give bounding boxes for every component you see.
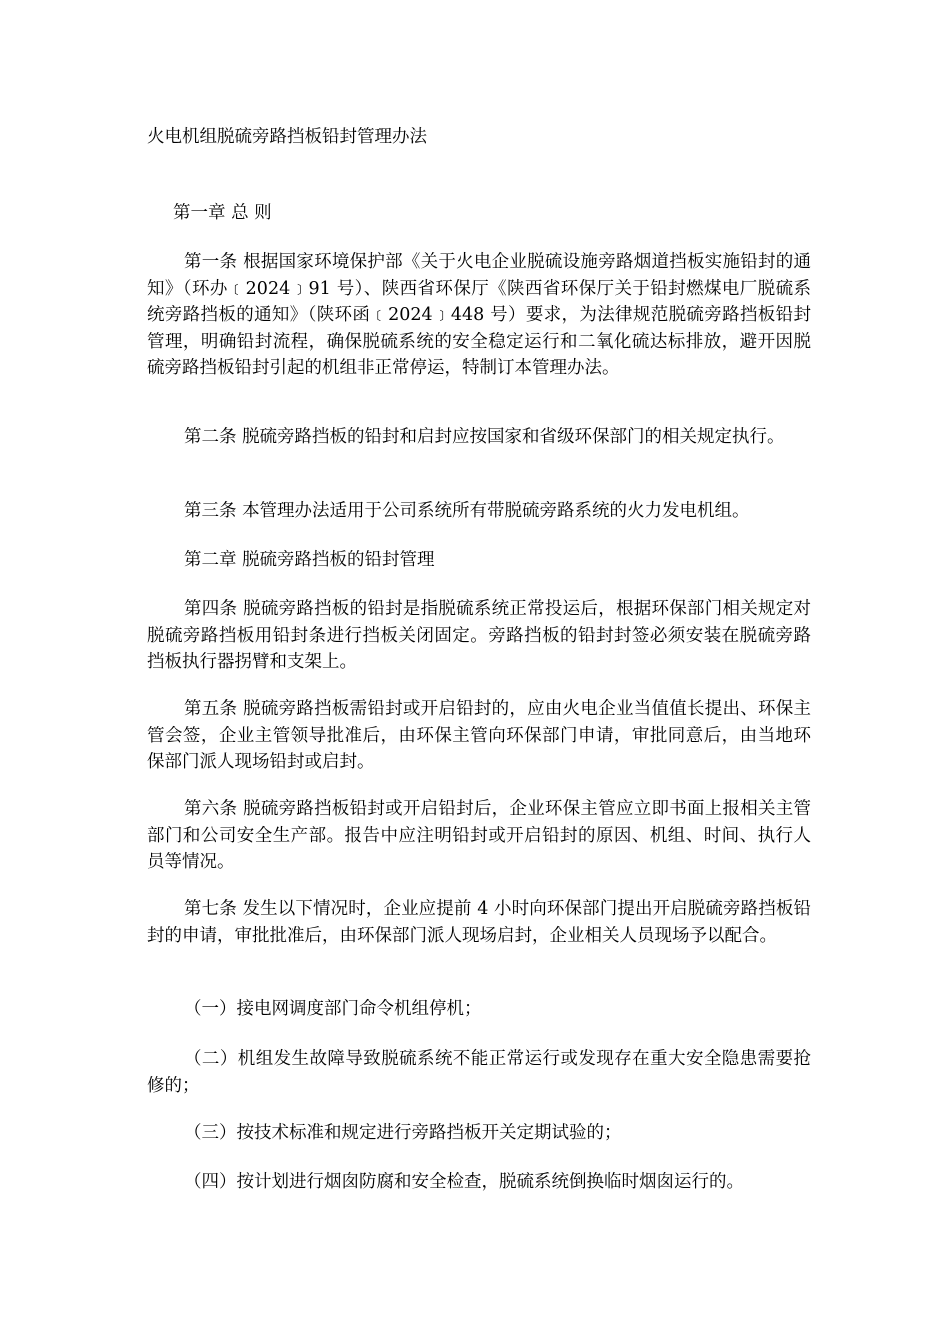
article-7-item-1: （一）接电网调度部门命令机组停机； [184, 999, 482, 1019]
article-4: 第四条 脱硫旁路挡板的铅封是指脱硫系统正常投运后，根据环保部门相关规定对脱硫旁路挡板用铅封条进行挡板关闭固定。旁路挡板的铅封封签必须安装在脱硫旁路挡板执行器拐臂和支架上。 [147, 599, 811, 672]
article-1: 第一条 根据国家环境保护部《关于火电企业脱硫设施旁路烟道挡板实施铅封的通知》（环办﹝2024﹞91 号）、陕西省环保厅《陕西省环保厅关于铅封燃煤电厂脱硫系统旁路挡板的通知》（陕环函﹝2024﹞448 号）要求，为法律规范脱硫旁路挡板铅封管理，明确铅封流程，确保脱硫系统的安全稳定运行和二氧化硫达标排放，避开因脱硫旁路挡板铅封引起的机组非正常停运，特制订本管理办法。 [147, 252, 811, 378]
article-7: 第七条 发生以下情况时，企业应提前 4 小时向环保部门提出开启脱硫旁路挡板铅封的申请，审批批准后，由环保部门派人现场启封，企业相关人员现场予以配合。 [147, 899, 811, 946]
article-3: 第三条 本管理办法适用于公司系统所有带脱硫旁路系统的火力发电机组。 [184, 501, 750, 521]
document-title: 火电机组脱硫旁路挡板铅封管理办法 [147, 127, 427, 147]
chapter-2-heading: 第二章 脱硫旁路挡板的铅封管理 [184, 550, 435, 570]
article-5: 第五条 脱硫旁路挡板需铅封或开启铅封的，应由火电企业当值值长提出、环保主管会签，企业主管领导批准后，由环保主管向环保部门申请，审批同意后，由当地环保部门派人现场铅封或启封。 [147, 699, 811, 772]
article-7-item-4: （四）按计划进行烟囱防腐和安全检查，脱硫系统倒换临时烟囱运行的。 [184, 1172, 744, 1192]
article-7-item-2: （二）机组发生故障导致脱硫系统不能正常运行或发现存在重大安全隐患需要抢修的； [147, 1049, 811, 1096]
chapter-1-heading: 第一章 总 则 [173, 203, 272, 223]
article-6: 第六条 脱硫旁路挡板铅封或开启铅封后，企业环保主管应立即书面上报相关主管部门和公司安全生产部。报告中应注明铅封或开启铅封的原因、机组、时间、执行人员等情况。 [147, 799, 811, 872]
article-7-item-3: （三）按技术标准和规定进行旁路挡板开关定期试验的； [184, 1123, 622, 1143]
article-2: 第二条 脱硫旁路挡板的铅封和启封应按国家和省级环保部门的相关规定执行。 [184, 427, 785, 447]
